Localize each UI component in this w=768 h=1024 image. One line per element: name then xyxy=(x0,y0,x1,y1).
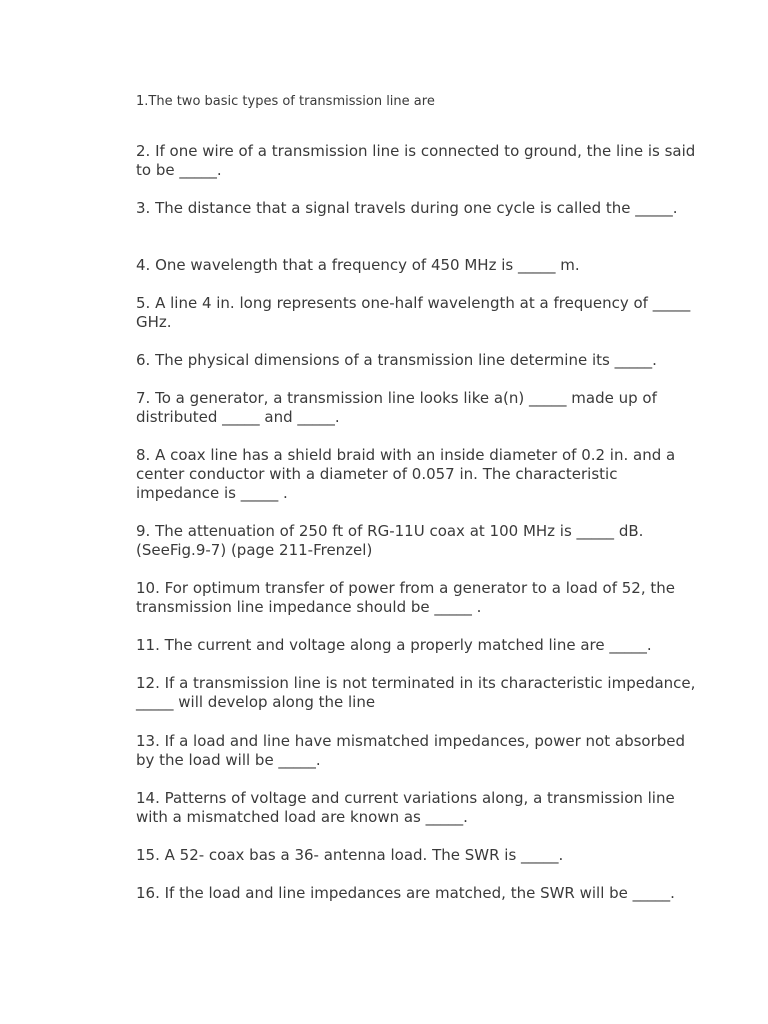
question-9: 9. The attenuation of 250 ft of RG-11U coax at 100 MHz is _____ dB. (SeeFig.9-7) (page 211-Frenzel) xyxy=(136,522,644,559)
question-13: 13. If a load and line have mismatched impedances, power not absorbed by the load will be _____. xyxy=(136,732,686,769)
question-12: 12. If a transmission line is not terminated in its characteristic impedance, _____ will develop along the line xyxy=(136,674,696,711)
question-3: 3. The distance that a signal travels during one cycle is called the _____. xyxy=(136,199,678,217)
question-11: 11. The current and voltage along a properly matched line are _____. xyxy=(136,636,652,654)
question-5: 5. A line 4 in. long represents one-half wavelength at a frequency of _____ GHz. xyxy=(136,294,691,331)
question-2: 2. If one wire of a transmission line is connected to ground, the line is said to be _____. xyxy=(136,142,696,179)
question-16: 16. If the load and line impedances are matched, the SWR will be _____. xyxy=(136,884,675,902)
question-15: 15. A 52- coax bas a 36- antenna load. The SWR is _____. xyxy=(136,846,564,864)
question-6: 6. The physical dimensions of a transmission line determine its _____. xyxy=(136,351,657,369)
question-8: 8. A coax line has a shield braid with an inside diameter of 0.2 in. and a center conductor with a diameter of 0.057 in. The characteristic impedance is _____ . xyxy=(136,446,676,502)
question-14: 14. Patterns of voltage and current variations along, a transmission line with a mismatched load are known as _____. xyxy=(136,789,675,826)
question-7: 7. To a generator, a transmission line looks like a(n) _____ made up of distributed _____ and _____. xyxy=(136,389,657,426)
question-1: 1.The two basic types of transmission line are xyxy=(136,94,435,109)
question-10: 10. For optimum transfer of power from a generator to a load of 52, the transmission line impedance should be _____ . xyxy=(136,579,675,616)
question-4: 4. One wavelength that a frequency of 450 MHz is _____ m. xyxy=(136,256,580,274)
